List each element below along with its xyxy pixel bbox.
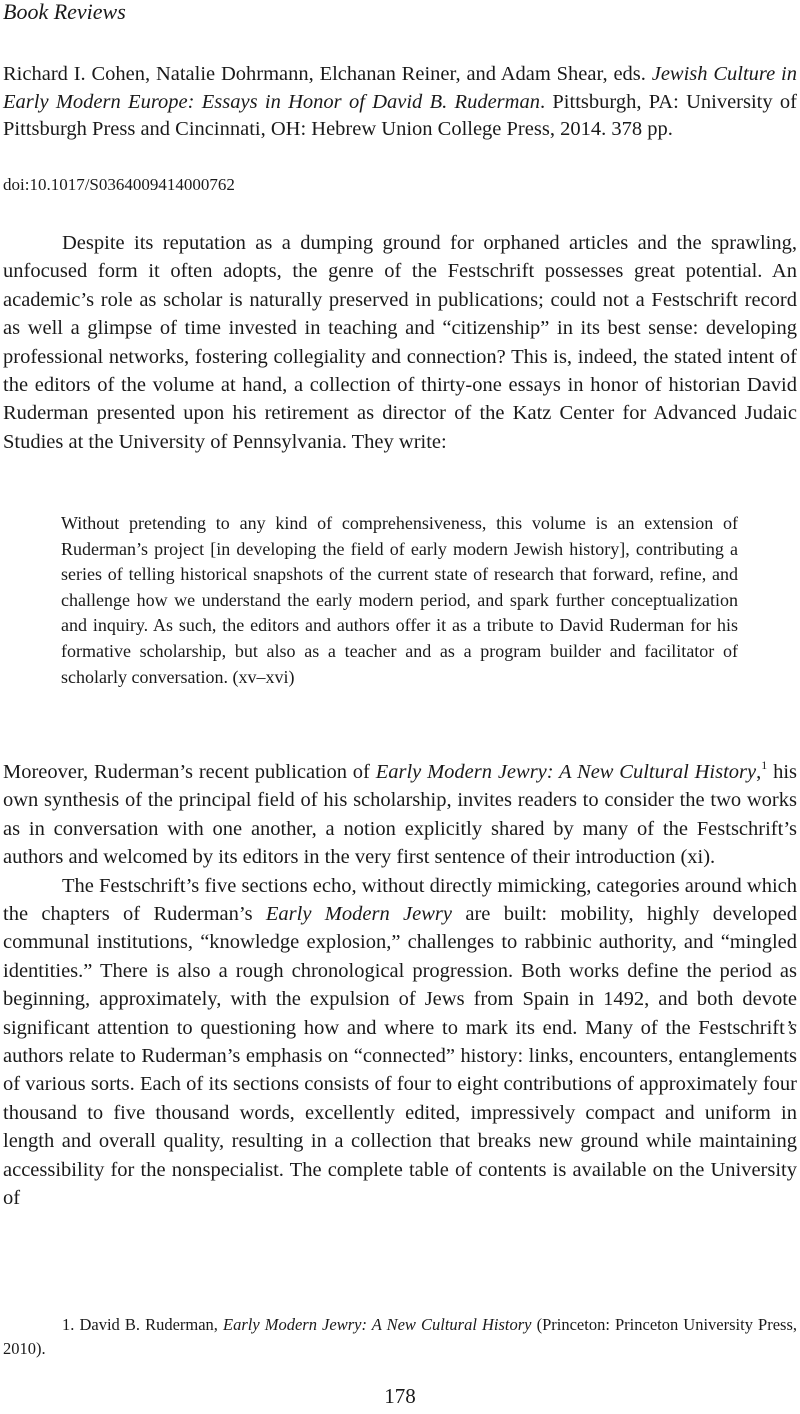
citation-publication: . Pittsburgh, PA: University of Pittsburgh Press and Cincinnati, OH: Hebrew Union College Press, 2014. 378 pp.	[3, 90, 797, 140]
block-quote: Without pretending to any kind of comprehensiveness, this volume is an extension of Ruderman’s project [in developing the field of early modern Jewish history], contributing a series of telling historical snapshots of the current state of research that forward, refine, and challenge how we understand the early modern period, and spark further conceptualization and inquiry. As such, the editors and authors offer it as a tribute to David Ruderman for his formative scholarship, but also as a teacher and as a program builder and facilitator of scholarly conversation. (xv–xvi)	[61, 513, 738, 687]
body-paragraph-1	[3, 229, 797, 456]
citation-title: Jewish Culture in Early Modern Europe: Essays in Honor of David B. Ruderman	[3, 63, 797, 113]
book-citation	[3, 61, 797, 144]
paragraph-text: are built: mobility, highly developed communal institutions, “knowledge explosion,” challenges to rabbinic authority, and “mingled identities.” There is also a rough chronological progression. Both works define the period as beginning, approximately, with the expulsion of Jews from Spain in 1492, and both devote significant attention to questioning how and where to mark its end. Many of the Festschrift	[3, 903, 797, 1039]
footnote-marker[interactable]: 1	[761, 758, 768, 772]
page-number: 178	[384, 1384, 416, 1408]
book-title-reference: Early Modern Jewry: A New Cultural History	[375, 761, 757, 783]
footnote-text: 1. David B. Ruderman,	[62, 1315, 223, 1334]
paragraph-text: authors relate to Ruderman’s emphasis on “connected” history: links, encounters, entanglements of various sorts. Each of its sections consists of four to eight contributions of approximately four thousand to five thousand words, excellently edited, impressively compact and uniform in length and overall quality, resulting in a collection that breaks new ground while maintaining accessibility for the nonspecialist. The complete table of contents is available on the University of	[3, 1045, 797, 1210]
running-head: Book Reviews	[3, 0, 126, 24]
citation-editors: Richard I. Cohen, Natalie Dohrmann, Elchanan Reiner, and Adam Shear, eds.	[3, 63, 646, 85]
punctuation: ,	[756, 761, 762, 783]
footnote-book-title: Early Modern Jewry: A New Cultural History	[223, 1315, 532, 1334]
paragraph-text: Moreover, Ruderman’s recent publication of	[3, 761, 376, 783]
body-paragraphs-continued	[3, 758, 797, 1213]
paragraph-text: Despite its reputation as a dumping ground for orphaned articles and the sprawling, unfocused form it often adopts, the genre of the Festschrift possesses great potential. An academic’s role as scholar is naturally preserved in publications; could not a Festschrift record as well a glimpse of time invested in teaching and “citizenship” in its best sense: developing professional networks, fostering collegiality and connection? This is, indeed, the stated intent of the editors of the volume at hand, a collection of thirty-one essays in honor of historian David Ruderman presented upon his retirement as director of the Katz Center for Advanced Judaic Studies at the University of Pennsylvania. They write:	[3, 232, 797, 453]
body-paragraph-2	[3, 758, 797, 872]
paragraph-text: The Festschrift’s five sections echo, without directly mimicking, categories around which the chapters of Ruderman’s	[3, 874, 797, 926]
body-paragraph-3	[3, 872, 797, 1213]
footnote	[3, 1313, 797, 1361]
book-title-reference: Early Modern Jewry	[265, 903, 453, 926]
citation-doi: doi:10.1017/S0364009414000762	[3, 175, 235, 194]
italic-possessive: ’s	[784, 1016, 797, 1039]
paragraph-text: his own synthesis of the principal field of his scholarship, invites readers to consider the two works as in conversation with one another, a notion explicitly shared by many of the Festschrift’s authors and welcomed by its editors in the very first sentence of their introduction (xi).	[3, 761, 798, 869]
footnote-text: (Princeton: Princeton University Press, 2010).	[3, 1315, 797, 1358]
